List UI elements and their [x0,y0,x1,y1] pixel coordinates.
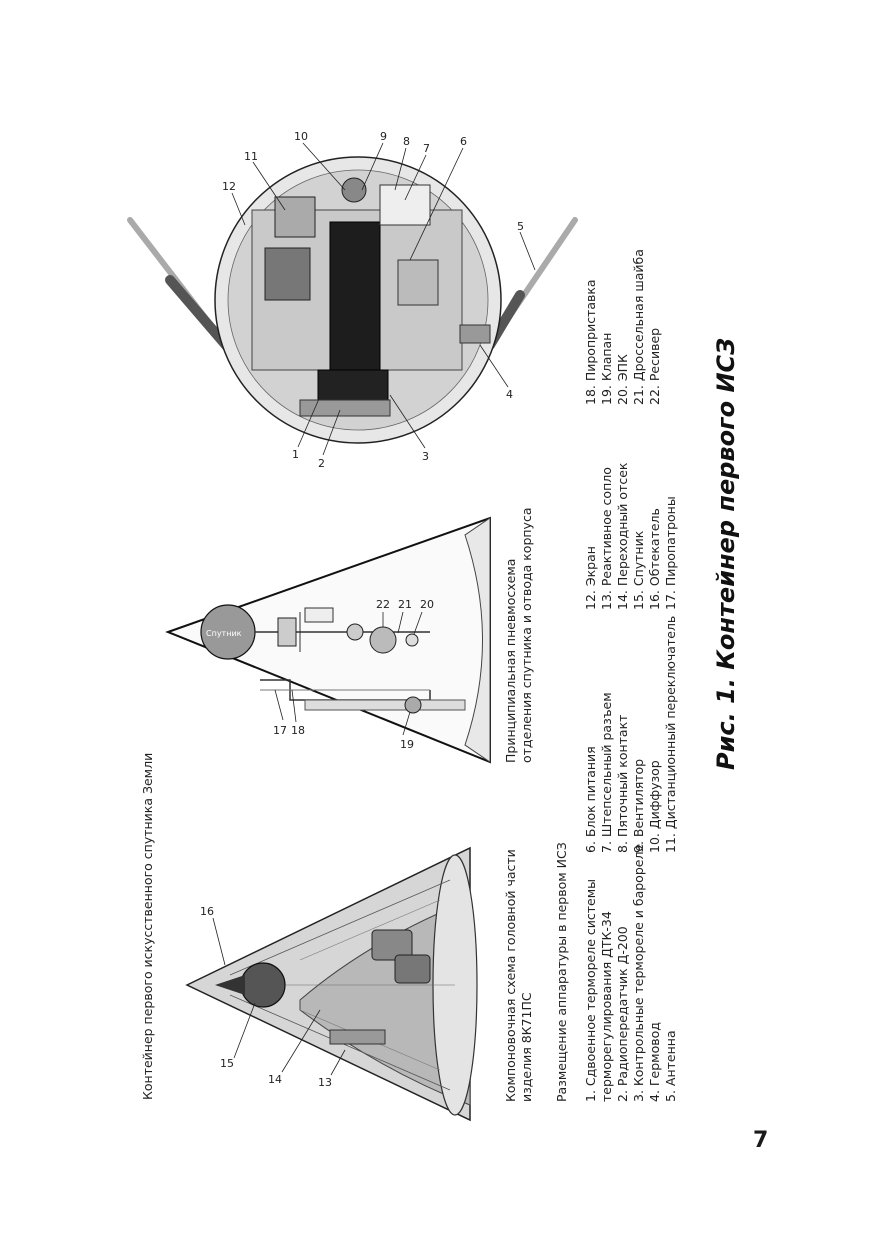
callout-8: 8 [403,135,410,148]
legend-item: 6. Блок питания [583,746,598,853]
callout-2: 2 [318,457,325,470]
callout-18: 18 [291,724,305,737]
callout-7: 7 [423,142,430,155]
head-section-caption-line2: изделия 8К71ПС [519,992,534,1102]
legend-item: 19. Клапан [599,332,614,405]
callout-17: 17 [273,724,287,737]
legend-item: 20. ЭПК [615,354,630,405]
legend-column-2 [583,616,679,853]
callout-6: 6 [460,135,467,148]
legend-item: 3. Контрольные термореле и барореле [631,843,646,1102]
legend-item: терморегулирования ДТК-34 [599,911,614,1102]
legend-column-3 [583,463,679,610]
legend-item: 18. Пироприставка [583,279,598,405]
callout-19: 19 [400,738,414,751]
head-section-diagram [187,848,477,1120]
callout-16: 16 [200,905,214,918]
legend-heading: Размещение аппаратуры в первом ИСЗ [554,842,569,1102]
legend-item: 11. Дистанционный переключатель [663,615,678,853]
satellite-sphere-label: Спутник [206,629,242,638]
legend-item: 15. Спутник [631,530,646,610]
legend-item: 1. Сдвоенное термореле системы [583,878,598,1102]
figure-title: Рис. 1. Контейнер первого ИСЗ [712,337,740,770]
legend-item: 16. Обтекатель [647,508,662,610]
legend-item: 12. Экран [583,546,598,610]
pneumatic-caption-line1: Принципиальная пневмосхема [503,558,518,763]
legend-item: 21. Дроссельная шайба [631,249,646,405]
legend-item: 9. Вентилятор [631,758,646,853]
satellite-container-drawing [130,143,575,455]
callout-1: 1 [292,448,299,461]
legend-column-1 [583,844,679,1102]
callout-15: 15 [220,1057,234,1070]
legend-item: 14. Переходный отсек [615,462,630,610]
callout-20: 20 [420,598,434,611]
callout-21: 21 [398,598,412,611]
legend-column-4 [583,249,663,405]
pneumatic-scheme-diagram [168,518,490,762]
callout-10: 10 [294,130,308,143]
legend-item: 8. Пяточный контакт [615,714,630,853]
callout-9: 9 [380,130,387,143]
page-number: 7 [753,1128,769,1153]
callout-11: 11 [244,150,258,163]
callout-4: 4 [506,388,513,401]
legend-item: 5. Антенна [663,1030,678,1102]
callout-3: 3 [422,450,429,463]
legend-item: 10. Диффузор [647,760,662,853]
legend-item: 2. Радиопередатчик Д-200 [615,926,630,1102]
legend-item: 4. Гермовод [647,1022,662,1102]
callout-12: 12 [222,180,236,193]
legend-item: 7. Штепсельный разъем [599,692,614,853]
callout-14: 14 [268,1073,282,1086]
legend-item: 17. Пиропатроны [663,496,678,610]
head-section-caption-line1: Компоновочная схема головной части [503,849,518,1102]
pneumatic-caption-line2: отделения спутника и отвода корпуса [519,507,534,763]
legend-item: 22. Ресивер [647,327,662,405]
callout-22: 22 [376,598,390,611]
callout-5: 5 [517,220,524,233]
legend-item: 13. Реактивное сопло [599,467,614,610]
callout-13: 13 [318,1076,332,1089]
running-title: Контейнер первого искусственного спутника Земли [140,752,155,1100]
